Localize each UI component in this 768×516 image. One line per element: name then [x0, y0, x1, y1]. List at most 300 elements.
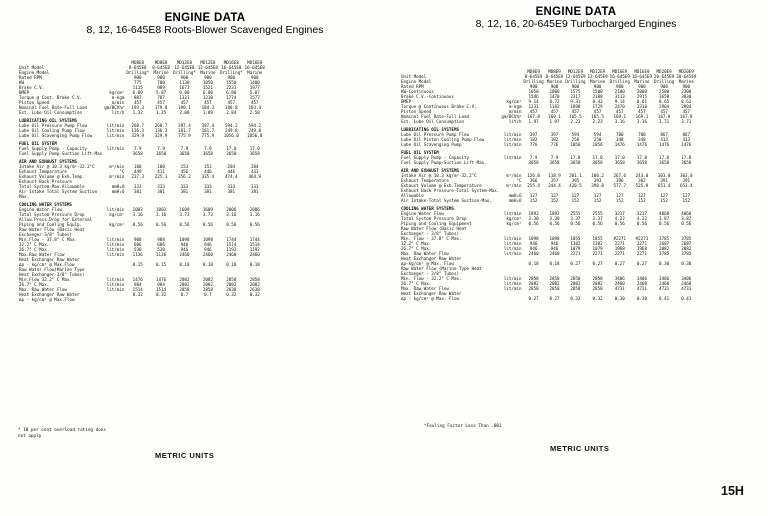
row-value: 3785	[681, 236, 692, 241]
row-label: Lube Oil Cooling Pump Flow	[19, 128, 85, 133]
column-service: Drilling*	[173, 70, 196, 75]
row-value: 3785	[659, 251, 670, 256]
row-value: 3830	[681, 94, 692, 99]
column-sub: 20-645E9	[676, 74, 697, 79]
row-value: 1609	[179, 207, 190, 212]
row-value: 182	[529, 137, 538, 142]
row-value: 17.0	[681, 155, 692, 160]
row-value: 3658	[226, 151, 237, 156]
row-unit: lit/min	[503, 155, 522, 160]
row-label: Raw Water Flow (Marine Type Heat	[401, 266, 482, 271]
row-value: 381	[250, 189, 259, 194]
row-value: 651.4	[657, 183, 671, 188]
row-value: 4.22	[636, 216, 647, 221]
row-value: 1050	[528, 89, 539, 94]
column-sub: 8-645E8	[128, 65, 147, 70]
row-unit: kg/cm²	[506, 221, 522, 226]
row-value: 303.0	[679, 173, 693, 178]
row-label: Nominal Fuel Rate-Full Load	[19, 105, 88, 110]
column-model: MD12E8	[176, 60, 192, 65]
row-value: 8.61	[636, 99, 647, 104]
row-value: 900	[615, 84, 624, 89]
row-value: 946	[529, 241, 538, 246]
row-value: 775.9	[178, 133, 191, 138]
row-value: 127	[660, 193, 668, 198]
row-value: 457	[157, 100, 165, 105]
row-value: 2858	[226, 277, 237, 282]
row-value: 867	[682, 132, 691, 137]
row-value: 2638	[226, 287, 237, 292]
row-value: 1968	[614, 246, 625, 251]
row-value: 413	[682, 137, 691, 142]
row-value: 152	[615, 198, 624, 203]
left-title: ENGINE DATA	[164, 12, 246, 24]
row-value: 908	[157, 237, 165, 242]
row-value: 333	[133, 184, 142, 189]
row-value: 0.32	[132, 292, 143, 297]
row-value: 2082	[179, 282, 190, 287]
row-value: 237.3	[131, 174, 145, 179]
row-label: Rated RPM	[401, 84, 424, 89]
row-value: 396	[615, 178, 624, 183]
row-value: 333	[250, 184, 259, 189]
row-value: 4068	[659, 211, 670, 216]
row-value: 1098	[549, 236, 560, 241]
row-label: Exhaust Volume @ Exh.Temp.	[19, 174, 85, 179]
row-label: Δp - kg/cm² @ Max.Flow	[19, 297, 75, 302]
row-value: 181.7	[201, 128, 215, 133]
row-unit: lit/min	[106, 133, 125, 138]
row-value: 3406	[681, 276, 692, 281]
row-value: 2460	[249, 252, 260, 257]
row-value: 2858	[202, 287, 213, 292]
row-value: 2858	[570, 276, 581, 281]
row-value: 2006	[226, 207, 237, 212]
row-value: 0.32	[226, 292, 237, 297]
row-value: 2858	[570, 286, 581, 291]
row-value: 381	[133, 189, 142, 194]
row-value: 225.1	[154, 174, 168, 179]
row-value: 2082	[570, 281, 581, 286]
column-sub: 16-645E8	[221, 65, 242, 70]
row-value: 3658	[592, 160, 603, 165]
row-value: 0.18	[226, 262, 237, 267]
row-label: Fuel Supply Pump - Capacity	[401, 155, 470, 160]
row-value: 127	[682, 193, 691, 198]
row-label: Exhaust Temperature	[401, 178, 449, 183]
row-unit: °C	[119, 169, 125, 174]
row-value: 2904	[681, 104, 692, 109]
row-value: #2271	[613, 236, 627, 241]
row-unit: lit/min	[503, 132, 522, 137]
row-value: 2687	[681, 241, 692, 246]
column-model: MD16E9	[634, 69, 650, 74]
row-value	[150, 297, 172, 302]
header-label: Unit Model	[19, 65, 45, 70]
row-value: 3.37	[592, 216, 603, 221]
row-value: 2271	[636, 241, 647, 246]
row-label: Engine Water Flow	[19, 207, 62, 212]
row-value: 787	[157, 95, 165, 100]
row-value: 381	[227, 189, 236, 194]
row-value: 335.4	[201, 174, 215, 179]
row-unit: lit/min	[106, 252, 125, 257]
row-unit: lit/min	[503, 286, 522, 291]
row-value: 900	[250, 75, 259, 80]
row-label: Exhaust Back Pressure	[19, 179, 72, 184]
row-value: 152	[638, 198, 646, 203]
row-value: 2555	[592, 211, 603, 216]
row-value: 7.9	[550, 155, 559, 160]
row-value: 1136	[132, 252, 143, 257]
row-value: 700	[615, 132, 624, 137]
row-value: 2858	[549, 276, 560, 281]
row-value: 0.56	[202, 222, 213, 227]
row-value: 1892	[549, 211, 560, 216]
row-value: 775.9	[201, 133, 215, 138]
row-value: 381	[180, 189, 189, 194]
row-value: 3113	[614, 94, 625, 99]
row-unit: lit/min	[106, 237, 125, 242]
section-heading-row	[18, 138, 266, 146]
row-value: 1855	[592, 236, 603, 241]
row-label: Raw Water Flow (Basic Heat	[19, 227, 85, 232]
row-value: 152	[529, 198, 538, 203]
row-label: Exchanger - 3/8" Tubes)	[401, 271, 459, 276]
row-value: 381	[157, 189, 165, 194]
row-value: 867	[660, 132, 668, 137]
row-value: 446	[204, 169, 212, 174]
row-value: 1130	[179, 80, 190, 85]
row-value: 7.9	[133, 146, 142, 151]
row-label: Exhaust Back Pressure-Total System-Max.	[401, 188, 500, 193]
row-value: 594	[571, 132, 580, 137]
row-value: 2460	[179, 252, 190, 257]
row-value: 2082	[659, 246, 670, 251]
row-value: 118.9	[548, 173, 561, 178]
row-value: 2082	[549, 281, 560, 286]
row-value: 391	[660, 178, 668, 183]
row-value: 1003	[156, 207, 167, 212]
row-value: 2470	[614, 104, 625, 109]
row-value: 1609	[202, 207, 213, 212]
row-value: 0.30	[659, 261, 670, 266]
row-value: 179.8	[154, 105, 168, 110]
row-value: 2858	[528, 286, 539, 291]
row-value: 446	[227, 169, 236, 174]
row-value: 946	[204, 242, 212, 247]
row-value: 1890	[570, 104, 581, 109]
row-value: 0.27	[570, 261, 581, 266]
column-service: Marine	[247, 70, 263, 75]
row-value: 2271	[570, 251, 581, 256]
row-unit	[500, 296, 522, 301]
row-label: Lube Oil Piston Cooling Pump Flow	[401, 137, 485, 142]
right-units-label: METRIC UNITS	[550, 444, 610, 453]
row-value: 1056	[570, 142, 581, 147]
row-value: 268.7	[131, 123, 145, 128]
row-value: 457	[550, 109, 559, 114]
row-label: Max. Raw Water Flow	[19, 287, 67, 292]
row-value: 2271	[636, 251, 647, 256]
column-sub: 8-645E8	[152, 65, 170, 70]
footnote-line: * 10 per cent overload rating does	[18, 428, 106, 433]
row-unit: lit/h	[508, 119, 522, 124]
row-value: 1575	[570, 89, 581, 94]
row-unit: gm/BCVhr	[104, 105, 125, 110]
row-value: 5.87	[156, 90, 167, 95]
row-value: 4731	[659, 286, 670, 291]
row-value: 193.3	[131, 105, 145, 110]
row-value: 17.0	[636, 155, 647, 160]
row-value: 7.9	[204, 146, 212, 151]
row-value: 9.14	[614, 99, 625, 104]
row-label: KW-Continuous	[401, 89, 434, 94]
column-service: Marine	[200, 70, 216, 75]
row-value: 2.23	[570, 119, 581, 124]
row-value: 1400	[249, 80, 260, 85]
row-value: 204	[227, 164, 236, 169]
column-service: Drilling*	[219, 70, 243, 75]
row-label: Exhaust Temperature	[19, 169, 67, 174]
row-value: 152	[660, 198, 668, 203]
table-row	[400, 296, 697, 301]
row-label: KW	[19, 80, 25, 85]
row-value: 303.0	[657, 173, 671, 178]
row-value: 0.56	[549, 221, 560, 226]
row-value: 357	[550, 178, 559, 183]
row-value: 525.9	[635, 183, 649, 188]
row-label: 32.2° C Max.	[401, 241, 432, 246]
row-value: 449	[133, 169, 142, 174]
row-value: 2915	[636, 94, 647, 99]
column-model: MD16E9	[612, 69, 628, 74]
row-label: Heat Exchanger Raw Water	[19, 292, 80, 297]
row-label: Brake C.V.-Continuous	[401, 94, 454, 99]
row-value: 594.2	[248, 123, 262, 128]
right-title-block	[406, 6, 746, 30]
row-value: 3650	[659, 94, 670, 99]
row-label: Torque @ Continuous Brake C.V.	[401, 104, 477, 109]
row-value: 152	[571, 198, 580, 203]
row-value: 0.56	[570, 221, 581, 226]
row-value: 333	[180, 184, 189, 189]
row-value: 900	[550, 84, 559, 89]
row-value: 900	[529, 84, 538, 89]
row-value: 6.80	[179, 90, 190, 95]
row-value: 3658	[249, 151, 260, 156]
row-value: 0.15	[156, 262, 167, 267]
row-label: Piston Speed	[19, 100, 50, 105]
row-label: Exchanger - 3/8" Tubes)	[401, 231, 459, 236]
row-label: Exhaust Volume @ Exh.Temperature	[401, 183, 482, 188]
row-value: 2.84	[226, 110, 237, 115]
row-value: 1192	[249, 247, 260, 252]
row-value: 606	[133, 242, 142, 247]
row-value: 411	[157, 169, 165, 174]
row-value: 0.32	[249, 292, 260, 297]
row-value: 2.50	[249, 110, 260, 115]
row-value: 3.16	[226, 212, 237, 217]
row-unit: kg/cm²	[109, 222, 125, 227]
row-label: Lube Oil Scavenging Pump	[401, 142, 462, 147]
row-value: 0.56	[681, 221, 692, 226]
row-label: Brake C.V.	[19, 85, 45, 90]
row-unit: lit/min	[503, 142, 522, 147]
row-value: 127	[638, 193, 646, 198]
row-value: 1577	[249, 95, 260, 100]
row-value: 2460	[549, 251, 560, 256]
row-value: 2858	[249, 277, 260, 282]
row-value: 3406	[636, 276, 647, 281]
row-value: 3.30	[549, 216, 560, 221]
section-heading: FUEL OIL SYSTEM	[401, 150, 439, 155]
section-heading-row	[18, 115, 266, 123]
row-value: 169.1	[613, 114, 627, 119]
row-value: 3.16	[614, 119, 625, 124]
row-value: 2858	[179, 287, 190, 292]
row-value: 457	[638, 109, 646, 114]
left-spec-table	[18, 60, 266, 302]
row-label: Piping and Cooling Equipment	[401, 221, 472, 226]
row-value: 165.5	[591, 114, 604, 119]
row-label: Est. Lube Oil Consumption	[19, 110, 83, 115]
row-value: 381	[204, 189, 212, 194]
row-value: 2082	[528, 281, 539, 286]
row-value: 433	[250, 169, 259, 174]
row-value: 0.18	[249, 262, 260, 267]
row-value: 2858	[549, 286, 560, 291]
column-sub: 16-645E9	[631, 74, 653, 79]
row-value: 457	[180, 100, 189, 105]
row-value: 0.18	[202, 262, 213, 267]
row-value: 946	[180, 242, 189, 247]
row-unit: m/min	[508, 109, 522, 114]
row-value: 946	[550, 246, 559, 251]
column-sub: 16-645E9	[609, 74, 630, 79]
row-value: 1521	[202, 85, 213, 90]
row-value: 17.0	[570, 155, 581, 160]
row-value: 0.56	[614, 221, 625, 226]
row-unit: m³/min	[506, 173, 522, 178]
row-value: 3658	[202, 151, 213, 156]
row-value: 0.56	[156, 222, 167, 227]
row-value: 1003	[132, 207, 143, 212]
section-heading-row	[400, 203, 697, 211]
row-value: 1546	[528, 94, 539, 99]
row-value: 169.1	[548, 114, 561, 119]
row-label: Total System Max.Allowable	[19, 184, 85, 189]
row-value: 3.71	[659, 119, 670, 124]
row-label: Piping and Cooling Equip.	[19, 222, 83, 227]
row-value: 244.4	[548, 183, 561, 188]
header-label: Unit Model	[401, 74, 427, 79]
row-unit: kg/cm²	[506, 216, 522, 221]
section-heading: LUBRICATING OIL SYSTEMS	[401, 127, 459, 132]
row-value: 356.2	[178, 174, 191, 179]
row-value: 3658	[636, 160, 647, 165]
row-value: 0.56	[659, 221, 670, 226]
row-value: 2460	[528, 251, 539, 256]
row-value: 457	[615, 109, 624, 114]
row-value: 4731	[681, 286, 692, 291]
row-value: 3.87	[681, 216, 692, 221]
row-value: 152	[550, 198, 559, 203]
table-row	[18, 151, 266, 156]
row-value: 2231	[226, 85, 237, 90]
row-label: Raw Water Flow (Basic Heat	[401, 226, 467, 231]
row-value: 3.16	[156, 212, 167, 217]
column-sub: 12-645E8	[197, 65, 218, 70]
row-value: 127	[550, 193, 559, 198]
row-value: 594	[593, 132, 602, 137]
row-unit: lit/min	[106, 242, 125, 247]
row-label: Max.	[19, 194, 30, 199]
row-value: 457	[204, 100, 212, 105]
row-label: 26.7° C Max.	[401, 246, 432, 251]
row-value: 457	[529, 109, 538, 114]
column-service: Drilling	[609, 79, 630, 84]
row-value: 1514	[226, 242, 237, 247]
row-value: 0.18	[549, 261, 560, 266]
row-value: 464.9	[248, 174, 262, 179]
row-value: 0.56	[528, 221, 539, 226]
row-value: 17.0	[226, 146, 237, 151]
section-heading: COOLING WATER SYSTEMS	[19, 202, 72, 207]
row-value: 8.65	[659, 99, 670, 104]
row-label: 32.2° C Max.	[19, 242, 50, 247]
row-value: 2858	[528, 276, 539, 281]
row-value: 900	[180, 75, 189, 80]
row-value: 127	[529, 193, 538, 198]
row-value: 577.7	[613, 183, 627, 188]
row-label: Heat Exchanger Raw Water	[401, 291, 462, 296]
row-value: 2082	[179, 277, 190, 282]
row-unit: lit/min	[106, 282, 125, 287]
row-value: 3.73	[202, 212, 213, 217]
row-value: 3.87	[659, 216, 670, 221]
row-value: 2638	[249, 287, 260, 292]
row-value: 152	[593, 198, 602, 203]
column-service: Drilling	[565, 79, 586, 84]
row-value: 0.56	[592, 221, 603, 226]
row-unit: m³/min	[109, 164, 125, 169]
section-heading-row	[400, 147, 697, 155]
column-model: MD12E9	[590, 69, 606, 74]
row-unit: kg/cm²	[506, 99, 522, 104]
row-value: 3406	[659, 276, 670, 281]
row-value: 249.8	[248, 128, 262, 133]
row-label: 26.7° C Max.	[19, 247, 50, 252]
row-value: 0.56	[636, 221, 647, 226]
row-value: 3.73	[179, 212, 190, 217]
row-value: 457	[133, 100, 142, 105]
row-label: Nominal Fuel Rate-Full Load	[401, 114, 470, 119]
section-heading: LUBRICATING OIL SYSTEMS	[19, 118, 77, 123]
row-label: Heat Exchanger Raw Water	[401, 256, 462, 261]
row-value: 1098	[202, 237, 213, 242]
row-value: 530	[133, 247, 142, 252]
row-value: 0.27	[614, 261, 625, 266]
row-value: 900	[660, 84, 668, 89]
row-value: 1382	[592, 241, 603, 246]
row-value: 3217	[614, 211, 625, 216]
row-value: 413	[660, 137, 668, 142]
row-value: 1476	[681, 142, 692, 147]
row-value: 1476	[636, 142, 647, 147]
row-value: 2555	[570, 211, 581, 216]
row-value: 382	[638, 178, 646, 183]
